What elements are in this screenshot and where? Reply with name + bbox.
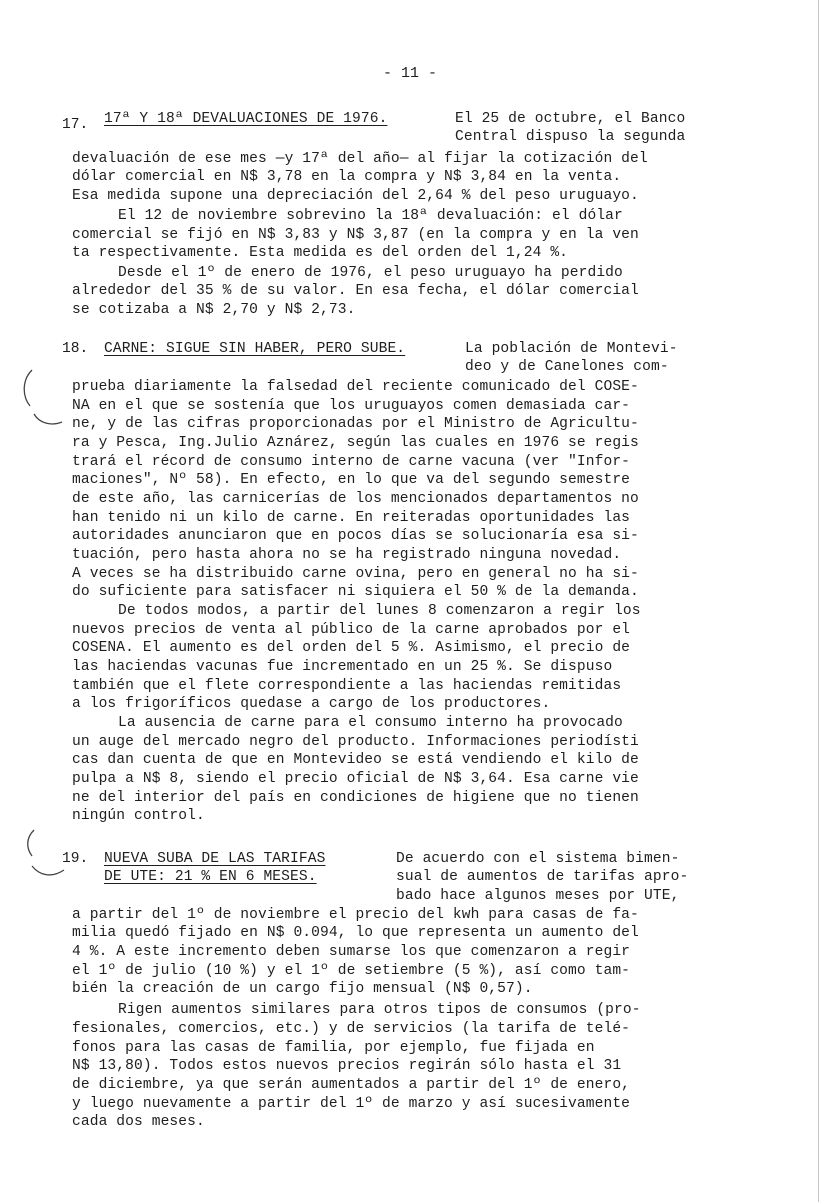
text-line: N$ 13,80). Todos estos nuevos precios regirán sólo hasta el 31 <box>72 1058 622 1074</box>
text-line: han tenido ni un kilo de carne. En reiteradas oportunidades las <box>72 510 631 526</box>
text-line: de diciembre, ya que serán aumentados a partir del 1º de enero, <box>72 1077 631 1093</box>
margin-bracket-mark <box>18 826 68 886</box>
text-line: tuación, pero hasta ahora no se ha registrado ninguna novedad. <box>72 547 622 563</box>
text-line: también que el flete correspondiente a las haciendas remitidas <box>72 678 622 694</box>
text-line: ra y Pesca, Ing.Julio Aznárez, según las cuales en 1976 se regis <box>72 435 639 451</box>
text-line: COSENA. El aumento es del orden del 5 %. Asimismo, el precio de <box>72 640 631 656</box>
section-number: 19. <box>62 851 89 867</box>
text-line: maciones", Nº 58). En efecto, en lo que va del segundo semestre <box>72 472 631 488</box>
text-line: y luego nuevamente a partir del 1º de marzo y así sucesivamente <box>72 1096 631 1112</box>
text-line: do suficiente para satisfacer ni siquiera el 50 % de la demanda. <box>72 584 639 600</box>
text-line: trará el récord de consumo interno de carne vacuna (ver "Infor- <box>72 454 631 470</box>
text-line: un auge del mercado negro del producto. Informaciones periodísti <box>72 734 639 750</box>
text-line: fonos para las casas de familia, por ejemplo, fue fijada en <box>72 1040 595 1056</box>
text-line: bién la creación de un cargo fijo mensual (N$ 0,57). <box>72 981 533 997</box>
text-line: alrededor del 35 % de su valor. En esa fecha, el dólar comercial <box>72 283 639 299</box>
section-number: 18. <box>62 341 89 357</box>
margin-bracket-mark <box>18 366 68 436</box>
text-line: pulpa a N$ 8, siendo el precio oficial de N$ 3,64. Esa carne vie <box>72 771 639 787</box>
text-line: nuevos precios de venta al público de la carne aprobados por el <box>72 622 631 638</box>
text-line: dólar comercial en N$ 3,78 en la compra y N$ 3,84 en la venta. <box>72 169 622 185</box>
text-line: prueba diariamente la falsedad del reciente comunicado del COSE- <box>72 379 639 395</box>
text-line: ta respectivamente. Esta medida es del orden del 1,24 %. <box>72 245 569 261</box>
text-line: cas dan cuenta de que en Montevideo se está vendiendo el kilo de <box>72 752 639 768</box>
text-line: milia quedó fijado en N$ 0.094, lo que representa un aumento del <box>72 925 639 941</box>
text-line: ne del interior del país en condiciones de higiene que no tienen <box>72 790 639 806</box>
text-line: sual de aumentos de tarifas apro- <box>396 869 689 885</box>
section-title: CARNE: SIGUE SIN HABER, PERO SUBE. <box>104 341 406 357</box>
text-line: de este año, las carnicerías de los mencionados departamentos no <box>72 491 639 507</box>
text-line: Central dispuso la segunda <box>455 129 686 145</box>
text-line: las haciendas vacunas fue incrementado en un 25 %. Se dispuso <box>72 659 613 675</box>
text-line: ningún control. <box>72 808 205 824</box>
text-line: El 25 de octubre, el Banco <box>455 111 686 127</box>
text-line: se cotizaba a N$ 2,70 y N$ 2,73. <box>72 302 356 318</box>
text-line: NA en el que se sostenía que los uruguayos comen demasiada car- <box>72 398 631 414</box>
text-line: ne, y de las cifras proporcionadas por el Ministro de Agricultu- <box>72 416 639 432</box>
text-line: cada dos meses. <box>72 1114 205 1130</box>
text-line: autoridades anunciaron que en pocos días se solucionaría esa si- <box>72 528 639 544</box>
text-line: a los frigoríficos quedase a cargo de los productores. <box>72 696 551 712</box>
section-title-line: DE UTE: 21 % EN 6 MESES. <box>104 869 317 885</box>
text-line: Esa medida supone una depreciación del 2,64 % del peso uruguayo. <box>72 188 639 204</box>
section-number: 17. <box>62 117 89 133</box>
text-line: devaluación de ese mes —y 17ª del año— al fijar la cotización del <box>72 151 648 167</box>
text-line: el 1º de julio (10 %) y el 1º de setiembre (5 %), así como tam- <box>72 963 631 979</box>
text-line: El 12 de noviembre sobrevino la 18ª devaluación: el dólar <box>118 208 623 224</box>
text-line: 4 %. A este incremento deben sumarse los que comenzaron a regir <box>72 944 631 960</box>
section-title: 17ª Y 18ª DEVALUACIONES DE 1976. <box>104 111 388 127</box>
text-line: Rigen aumentos similares para otros tipos de consumos (pro- <box>118 1002 641 1018</box>
text-line: deo y de Canelones com- <box>465 359 669 375</box>
text-line: Desde el 1º de enero de 1976, el peso uruguayo ha perdido <box>118 265 623 281</box>
text-line: La población de Montevi- <box>465 341 678 357</box>
section-title-line: NUEVA SUBA DE LAS TARIFAS <box>104 851 326 867</box>
text-line: De acuerdo con el sistema bimen- <box>396 851 680 867</box>
text-line: A veces se ha distribuido carne ovina, pero en general no ha si- <box>72 566 639 582</box>
text-line: fesionales, comercios, etc.) y de servicios (la tarifa de telé- <box>72 1021 631 1037</box>
text-line: bado hace algunos meses por UTE, <box>396 888 680 904</box>
page-number: - 11 - <box>383 65 438 82</box>
text-line: a partir del 1º de noviembre el precio del kwh para casas de fa- <box>72 907 639 923</box>
text-line: comercial se fijó en N$ 3,83 y N$ 3,87 (en la compra y en la ven <box>72 227 639 243</box>
text-line: De todos modos, a partir del lunes 8 comenzaron a regir los <box>118 603 641 619</box>
text-line: La ausencia de carne para el consumo interno ha provocado <box>118 715 623 731</box>
